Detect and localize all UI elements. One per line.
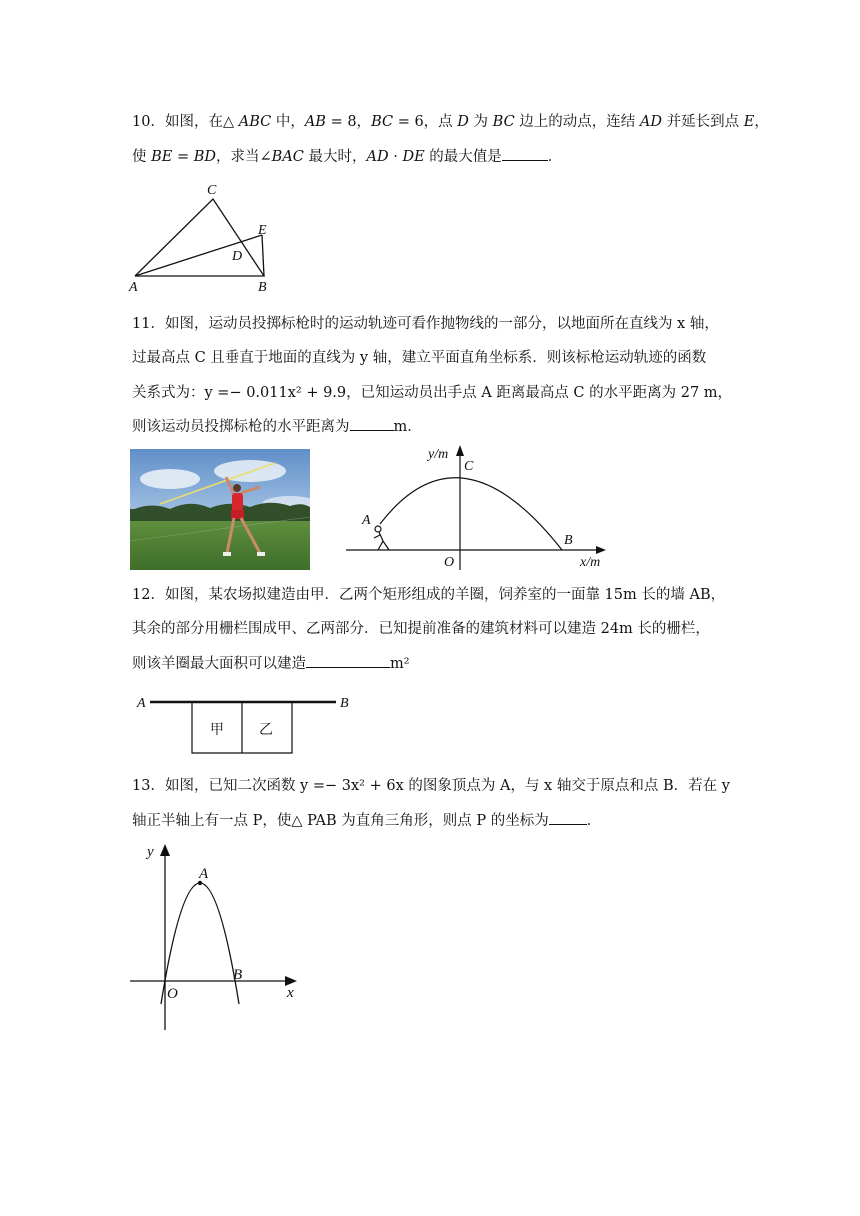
q12-text-line3: 则该羊圈最大面积可以建造 m² [132,653,410,674]
q11-text-line3: 关系式为：y =− 0.011x² + 9.9，已知运动员出手点 A 距离最高点 C 的水平距离为 27 m， [132,385,733,401]
q10-triangle-figure [125,178,285,298]
q12-label-a: A [137,696,146,711]
q13-text-line1: 13．如图，已知二次函数 y =− 3x² + 6x 的图象顶点为 A，与 x 轴交于原点和点 B．若在 y [132,778,730,794]
q13-parabola-graph [125,840,315,1035]
q13-label-a: A [199,866,209,882]
q13-text-line2: 轴正半轴上有一点 P，使△ PAB 为直角三角形，则点 P 的坐标为 ． [132,810,601,831]
q12-pen-figure [130,690,360,756]
q10-label-b: B [258,280,267,295]
q10-text-line1: 10．如图，在△ ABC 中，AB = 8，BC = 6，点 D 为 BC 边上的动点，连结 AD 并延长到点 E， [132,114,769,130]
q13-label-y: y [147,844,154,860]
q11-text-line2: 过最高点 C 且垂直于地面的直线为 y 轴，建立平面直角坐标系．则该标枪运动轨迹的函数 [132,350,707,366]
q11-answer-blank[interactable] [350,416,394,431]
q11-text-line1: 11．如图，运动员投掷标枪时的运动轨迹可看作抛物线的一部分，以地面所在直线为 x 轴， [132,316,719,332]
q11-label-c: C [464,459,474,474]
q10-segment-ae [135,235,262,276]
q10-answer-blank[interactable] [502,146,548,161]
q12-label-b: B [340,696,349,711]
q10-text-line2: 使 BE = BD，求当∠BAC 最大时，AD · DE 的最大值是 ． [132,146,562,167]
q13-label-x: x [287,985,294,1001]
q12-text-line2: 其余的部分用栅栏围成甲、乙两部分．已知提前准备的建筑材料可以建造 24m 长的栅栏， [132,621,710,637]
q10-segment-eb [262,235,264,276]
q10-triangle-abc [135,199,264,276]
q13-y-arrow [160,844,170,856]
q11-trajectory-graph [340,440,620,575]
q13-answer-blank[interactable] [549,810,587,825]
q11-text-line4: 则该运动员投掷标枪的水平距离为 m． [132,416,422,437]
q12-answer-blank[interactable] [306,653,390,668]
q11-label-x-axis: x/m [580,555,601,570]
q11-parabola [380,478,562,550]
javelin-athlete-photo [130,449,310,570]
q13-label-o: O [167,986,178,1002]
q11-label-o: O [444,555,455,570]
q10-label-d: D [232,249,243,264]
q11-y-arrow [456,445,464,456]
q12-text-line1: 12．如图，某农场拟建造由甲．乙两个矩形组成的羊圈，饲养室的一面靠 15m 长的墙 AB， [132,587,726,603]
q10-label-c: C [207,183,217,198]
q11-label-y-axis: y/m [428,447,449,462]
q10-label-a: A [129,280,138,295]
q11-label-a: A [362,513,371,528]
q13-label-b: B [233,967,243,983]
q11-x-arrow [596,546,606,554]
q11-label-b: B [564,533,573,548]
q12-label-yi: 乙 [259,722,273,738]
q10-label-e: E [258,223,267,238]
q12-label-jia: 甲 [210,722,224,738]
